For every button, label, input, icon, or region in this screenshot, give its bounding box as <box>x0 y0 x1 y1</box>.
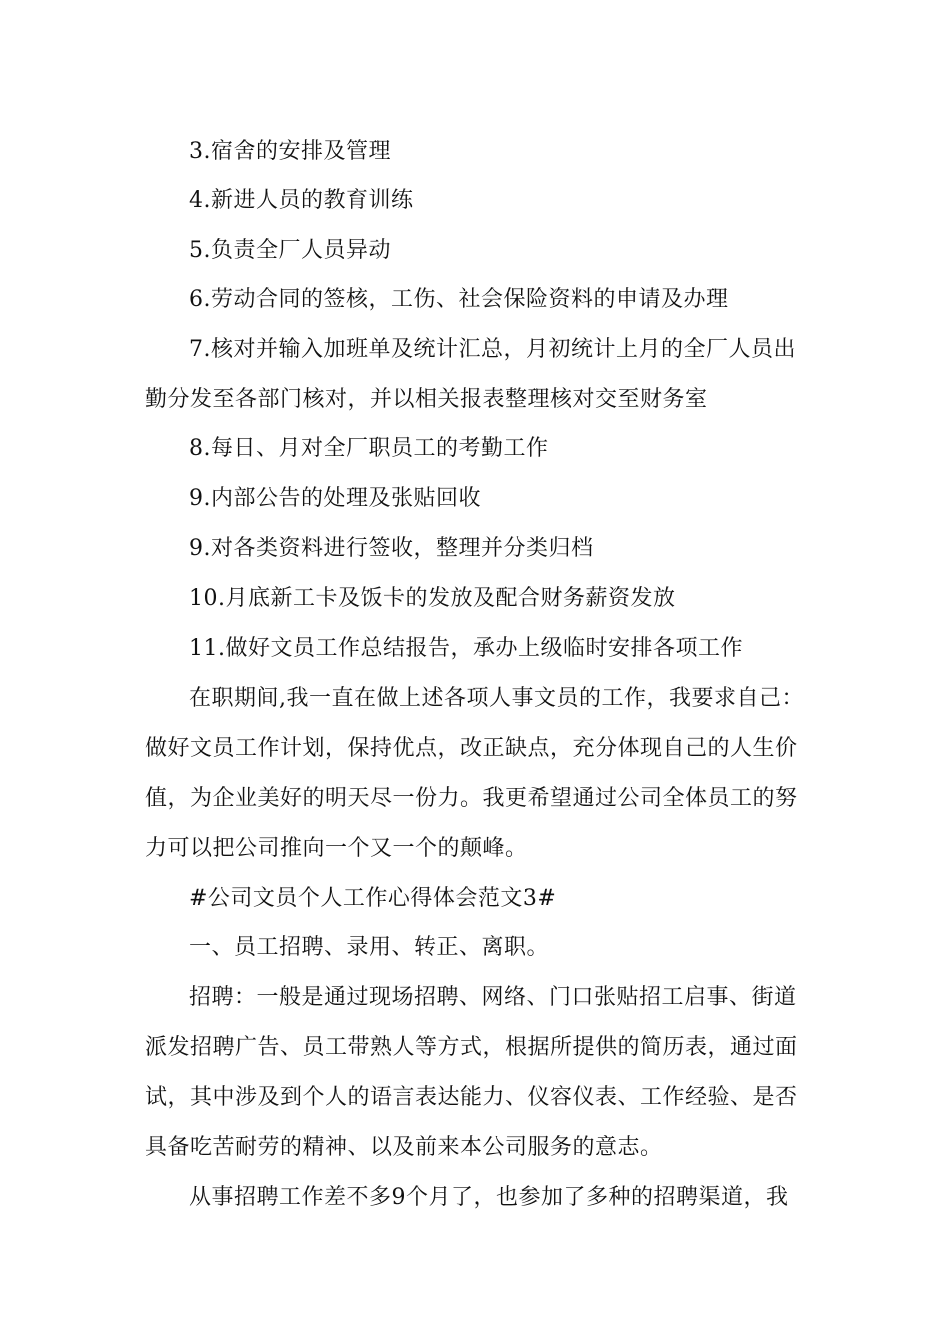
text-line: 具备吃苦耐劳的精神、以及前来本公司服务的意志。 <box>145 1135 663 1160</box>
text-line: 在职期间,我一直在做上述各项人事文员的工作，我要求自己： <box>189 686 804 711</box>
text-line: 勤分发至各部门核对，并以相关报表整理核对交至财务室 <box>145 387 708 412</box>
text-line: 派发招聘广告、员工带熟人等方式，根据所提供的简历表，通过面 <box>145 1035 798 1060</box>
text-line: 9.内部公告的处理及张贴回收 <box>189 486 481 511</box>
section-heading: #公司文员个人工作心得体会范文3# <box>189 886 557 911</box>
text-line: 力可以把公司推向一个又一个的颠峰。 <box>145 836 528 861</box>
text-line: 7.核对并输入加班单及统计汇总，月初统计上月的全厂人员出 <box>189 337 796 362</box>
text-line: 6.劳动合同的签核，工伤、社会保险资料的申请及办理 <box>189 287 729 312</box>
text-line: 5.负责全厂人员异动 <box>189 238 391 263</box>
text-line: 从事招聘工作差不多9个月了，也参加了多种的招聘渠道，我 <box>189 1185 789 1210</box>
text-line: 3.宿舍的安排及管理 <box>189 139 391 164</box>
text-line: 招聘：一般是通过现场招聘、网络、门口张贴招工启事、街道 <box>189 985 797 1010</box>
text-line: 一、员工招聘、录用、转正、离职。 <box>189 935 550 960</box>
text-line: 做好文员工作计划，保持优点，改正缺点，充分体现自己的人生价 <box>145 736 798 761</box>
text-line: 9.对各类资料进行签收，整理并分类归档 <box>189 536 594 561</box>
text-line: 10.月底新工卡及饭卡的发放及配合财务薪资发放 <box>189 586 676 611</box>
text-line: 值，为企业美好的明天尽一份力。我更希望通过公司全体员工的努 <box>145 786 798 811</box>
text-line: 试，其中涉及到个人的语言表达能力、仪容仪表、工作经验、是否 <box>145 1085 798 1110</box>
text-line: 8.每日、月对全厂职员工的考勤工作 <box>189 436 549 461</box>
text-line: 4.新进人员的教育训练 <box>189 188 414 213</box>
text-line: 11.做好文员工作总结报告，承办上级临时安排各项工作 <box>189 636 743 661</box>
